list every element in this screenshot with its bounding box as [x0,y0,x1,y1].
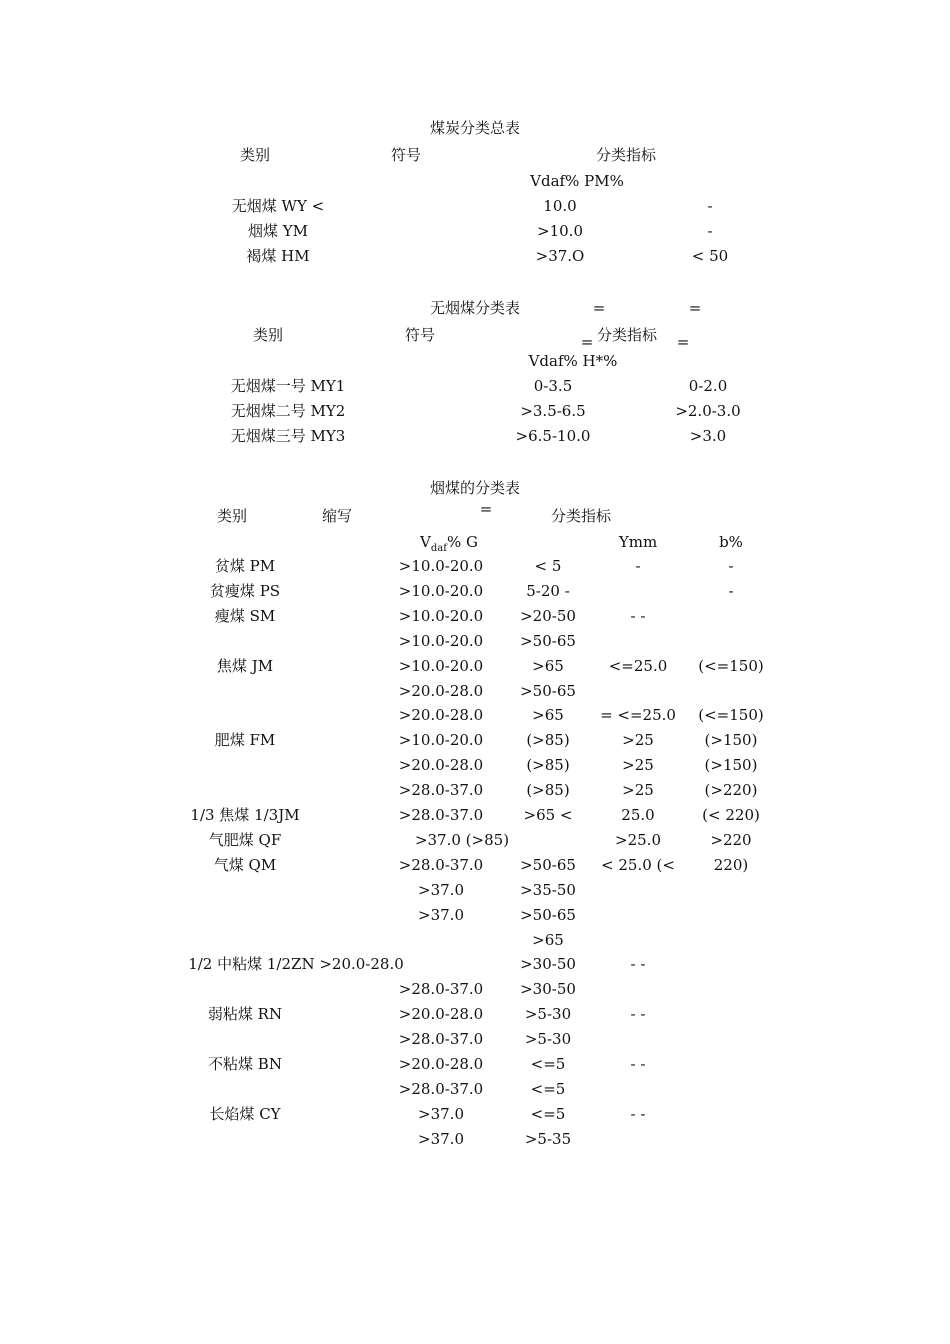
bituminous-row-vdaf: >28.0-37.0 [398,1079,484,1098]
bituminous-row-vdaf: >10.0-20.0 [398,557,484,575]
bituminous-row-g: <=5 [530,1104,566,1123]
anthracite-table-title: 无烟煤分类表 [429,299,521,317]
bituminous-row-name: 不粘煤 BN [208,1055,282,1073]
bituminous-row-g: >65 [532,706,564,725]
equals-mark: = [688,299,702,317]
bituminous-row-name: 瘦煤 SM [214,606,276,625]
bituminous-row-g: 5-20 - [526,581,570,600]
bituminous-row-ymm: >25 [622,731,654,750]
bituminous-header-ymm: Ymm [618,533,658,551]
bituminous-row-b: 220) [713,855,749,874]
equals-mark: = [676,333,690,351]
bituminous-row-g: >65 < [523,806,573,824]
bituminous-row-ymm: >25 [622,781,654,800]
bituminous-row-ymm: - - [630,606,646,625]
bituminous-row-vdaf: >20.0-28.0 [398,1005,484,1024]
anthracite-subheader: Vdaf% H*% [528,352,618,370]
bituminous-row-g: >20-50 [520,606,576,625]
bituminous-row-vdaf: >37.0 [418,905,464,924]
bituminous-row-name: 弱粘煤 RN [207,1005,283,1024]
bituminous-row-ymm: - - [630,1055,646,1073]
summary-subheader: Vdaf% PM% [530,172,624,190]
bituminous-row-b: - [728,581,734,600]
equals-mark: = [479,500,493,518]
bituminous-row-ymm: 25.0 [621,806,655,824]
summary-row-name: 烟煤 YM [247,222,309,240]
bituminous-row-vdaf: >37.0 [418,1104,464,1123]
bituminous-row-g: >5-30 [524,1030,572,1049]
bituminous-row-vdaf: >20.0-28.0 [398,1055,484,1073]
bituminous-row-b: (<=150) [698,706,764,725]
bituminous-row-b: (>150) [704,756,758,775]
bituminous-row-ymm: >25.0 [615,830,661,849]
bituminous-row-vdaf: >10.0-20.0 [398,731,484,750]
bituminous-row-ymm: - - [630,955,646,974]
bituminous-row-vdaf: >28.0-37.0 [398,1030,484,1049]
bituminous-row-name: 长焰煤 CY [209,1104,281,1123]
bituminous-row-g: >5-35 [524,1129,572,1148]
bituminous-row-g: (>85) [526,781,570,800]
bituminous-row-name: 贫煤 PM [214,557,276,575]
bituminous-row-vdaf: >28.0-37.0 [398,806,484,824]
equals-mark: = [592,299,606,317]
bituminous-row-vdaf: >10.0-20.0 [398,606,484,625]
summary-row-name: 无烟煤 WY < [231,197,325,215]
bituminous-row-g: >65 [532,656,564,675]
vdaf-v: V [420,533,431,551]
summary-header-index: 分类指标 [595,146,657,164]
bituminous-row-name: 气肥煤 QF [208,830,282,849]
summary-row-name: 褐煤 HM [246,247,310,265]
summary-row-vdaf: >10.0 [537,222,583,240]
bituminous-row-vdaf: >28.0-37.0 [398,980,484,999]
bituminous-row-g: >30-50 [520,980,576,999]
bituminous-header-b: b% [719,533,743,551]
equals-mark: = [580,333,594,351]
bituminous-row-vdaf: >20.0-28.0 [398,681,484,700]
bituminous-header-abbr: 缩写 [321,507,353,525]
bituminous-row-vdaf: >10.0-20.0 [398,631,484,650]
anthracite-row-name: 无烟煤三号 MY3 [230,427,346,445]
bituminous-row-g: <=5 [530,1079,566,1098]
anthracite-row-name: 无烟煤一号 MY1 [230,377,346,395]
summary-header-symbol: 符号 [390,146,422,164]
bituminous-row-ymm: <=25.0 [608,656,668,675]
bituminous-row-ymm: < 25.0 (< [601,855,675,874]
anthracite-row-h: >3.0 [689,427,727,445]
bituminous-row-name: 气煤 QM [213,855,277,874]
bituminous-row-b: >220 [710,830,752,849]
bituminous-row-b: - [728,557,734,575]
bituminous-row-b: (<=150) [698,656,764,675]
bituminous-row-g: (>85) [526,731,570,750]
anthracite-header-symbol: 符号 [404,326,436,344]
bituminous-row-g: >50-65 [520,855,576,874]
summary-header-category: 类别 [239,146,271,164]
bituminous-row-vdaf: >10.0-20.0 [398,581,484,600]
bituminous-row-vdaf: >28.0-37.0 [398,855,484,874]
bituminous-row-g: < 5 [534,557,562,575]
bituminous-row-name: 1/3 焦煤 1/3JM [190,806,300,824]
bituminous-row-name: 贫瘦煤 PS [209,581,281,600]
bituminous-row-ymm: = <=25.0 [600,706,676,725]
bituminous-table-title: 烟煤的分类表 [429,479,521,497]
bituminous-subheader [420,532,478,555]
summary-table-title: 煤炭分类总表 [429,119,521,137]
bituminous-header-category: 类别 [216,507,248,525]
bituminous-row-g: >35-50 [520,880,576,899]
bituminous-row-g: >65 [532,930,564,949]
bituminous-row-vdaf: >37.0 [418,880,464,899]
summary-row-pm: - [707,197,713,215]
bituminous-header-index: 分类指标 [550,507,612,525]
anthracite-row-h: >2.0-3.0 [675,402,741,420]
anthracite-row-name: 无烟煤二号 MY2 [230,402,346,420]
bituminous-row-g: >50-65 [520,681,576,700]
summary-row-vdaf: 10.0 [543,197,577,215]
anthracite-row-vdaf: 0-3.5 [533,377,573,395]
anthracite-row-vdaf: >6.5-10.0 [515,427,591,445]
bituminous-row-g: (>85) [526,756,570,775]
bituminous-row-name: 肥煤 FM [214,731,276,750]
bituminous-row-ymm: - - [630,1005,646,1024]
bituminous-row-g: >50-65 [520,631,576,650]
anthracite-header-index: 分类指标 [596,326,658,344]
bituminous-row-g: >50-65 [520,905,576,924]
bituminous-row-b: (>150) [704,731,758,750]
bituminous-row-vdaf: >20.0-28.0 [398,756,484,775]
bituminous-row-g: <=5 [530,1055,566,1073]
summary-row-vdaf: >37.O [535,247,585,265]
bituminous-row-b: (>220) [704,781,758,800]
bituminous-row-vdaf: >20.0-28.0 [398,706,484,725]
anthracite-row-vdaf: >3.5-6.5 [520,402,586,420]
summary-row-pm: < 50 [691,247,729,265]
bituminous-row-b: (< 220) [702,806,760,824]
bituminous-row-vdaf: >37.0 [418,1129,464,1148]
bituminous-row-ymm: - - [630,1104,646,1123]
bituminous-row-g: >30-50 [520,955,576,974]
summary-row-pm: - [707,222,713,240]
anthracite-header-category: 类别 [252,326,284,344]
bituminous-row-vdaf: >28.0-37.0 [398,781,484,800]
bituminous-row-ymm: >25 [622,756,654,775]
anthracite-row-h: 0-2.0 [688,377,728,395]
vdaf-subscript: daf [430,543,447,554]
vdaf-rest: % G [446,533,478,551]
bituminous-row-g: >5-30 [524,1005,572,1024]
bituminous-row-vdaf: >10.0-20.0 [398,656,484,675]
bituminous-row-name: 焦煤 JM [216,656,274,675]
bituminous-row-vdaf: >37.0 (>85) [414,830,510,849]
bituminous-row-name: 1/2 中粘煤 1/2ZN >20.0-28.0 [188,955,404,974]
bituminous-row-ymm: - [635,557,641,575]
